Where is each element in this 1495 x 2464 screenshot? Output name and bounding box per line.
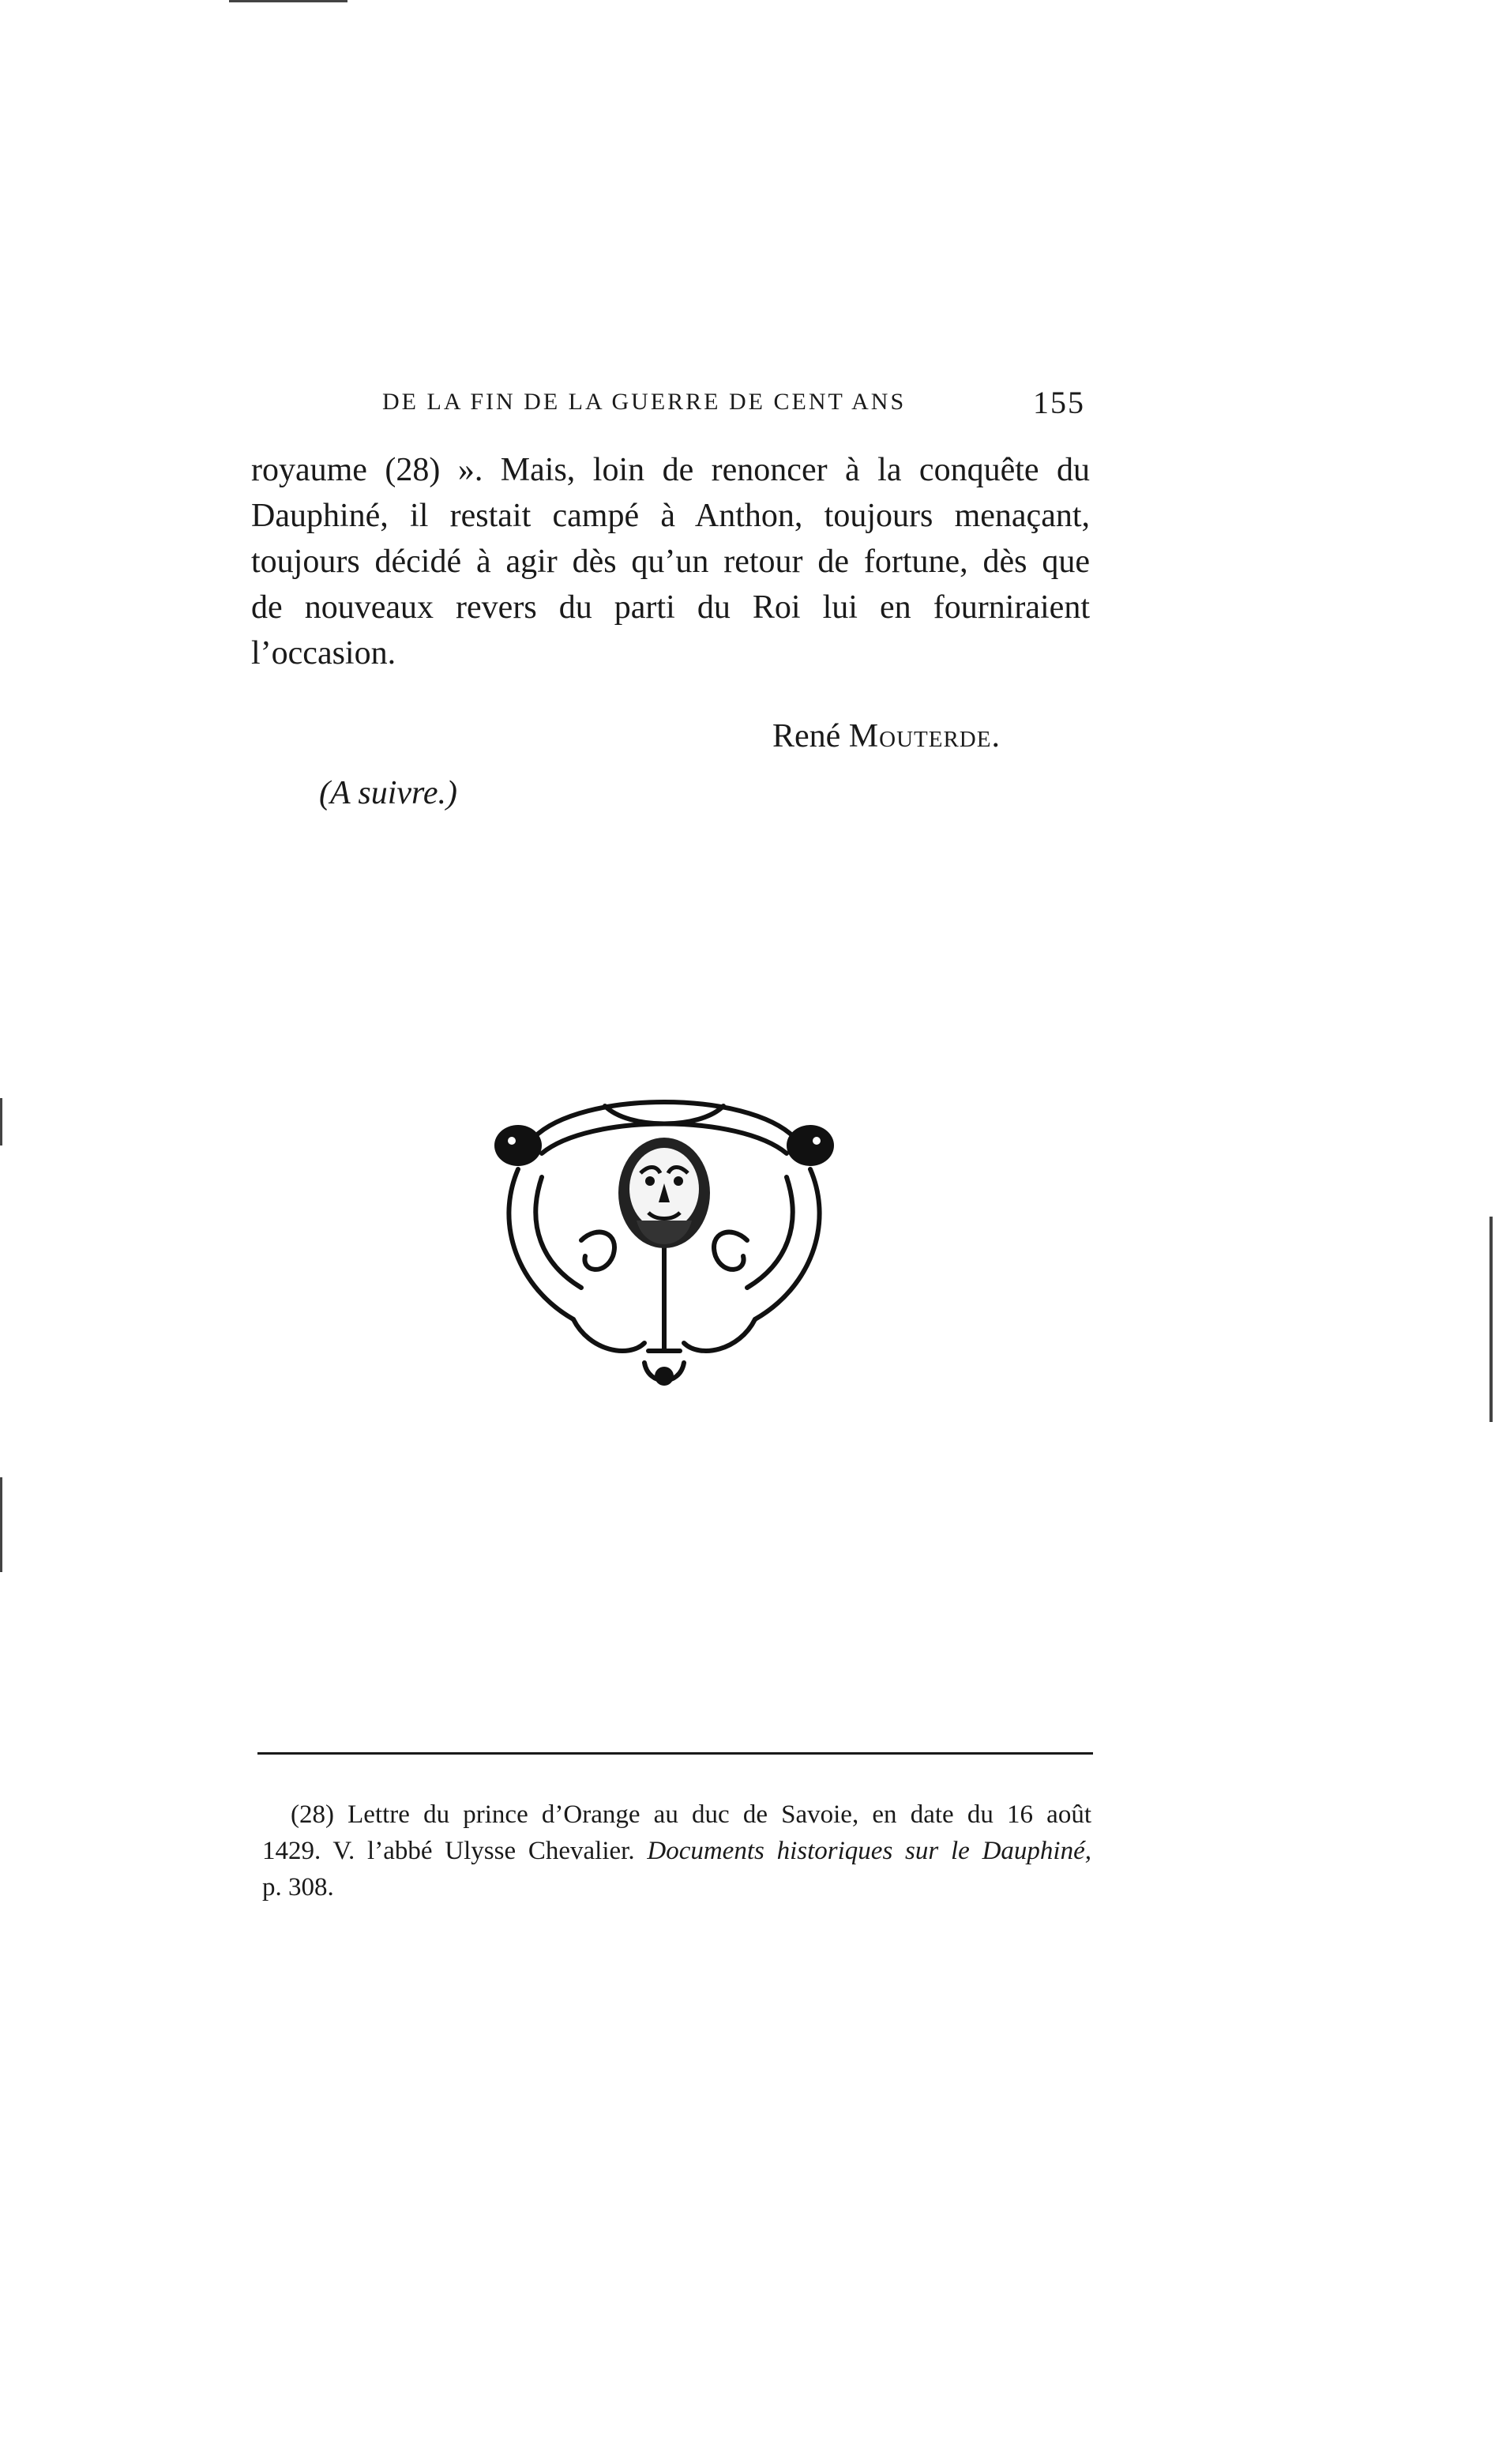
page-number: 155 [1033,385,1085,420]
scan-edge-mark [0,1477,2,1572]
body-line-1: royaume (28) ». Mais, loin de renoncer à la conquête du [251,452,1090,488]
footnote-line-3: p. 308. [262,1873,334,1902]
to-be-continued-note: (A suivre.) [319,775,457,811]
scan-edge-mark [1489,1217,1493,1422]
body-line-5: l’occasion. [251,635,396,671]
footnote-line-1: (28) Lettre du prince d’Orange au duc de Savoie, en date du 16 août [291,1800,1091,1829]
footnote-line-2 [262,1833,1091,1869]
scan-edge-mark [0,1098,2,1145]
author-signature [772,717,1001,755]
grotesque-mask-ornament-icon [486,1082,842,1392]
footnote-citation-title: Documents historiques sur le Dauphiné, [647,1837,1092,1865]
body-line-3: toujours décidé à agir dès qu’un retour de fortune, dès que [251,544,1090,580]
body-line-4: de nouveaux revers du parti du Roi lui en fourniraient [251,589,1090,626]
footnote-separator-rule [257,1752,1093,1755]
footnote-citation-plain: 1429. V. l’abbé Ulysse Chevalier. [262,1837,635,1865]
author-last-name: Mouterde. [848,718,1001,754]
body-line-2: Dauphiné, il restait campé à Anthon, toujours menaçant, [251,498,1090,534]
running-head: DE LA FIN DE LA GUERRE DE CENT ANS [382,389,907,415]
scan-edge-mark [229,0,347,2]
author-first-name: René [772,718,841,754]
